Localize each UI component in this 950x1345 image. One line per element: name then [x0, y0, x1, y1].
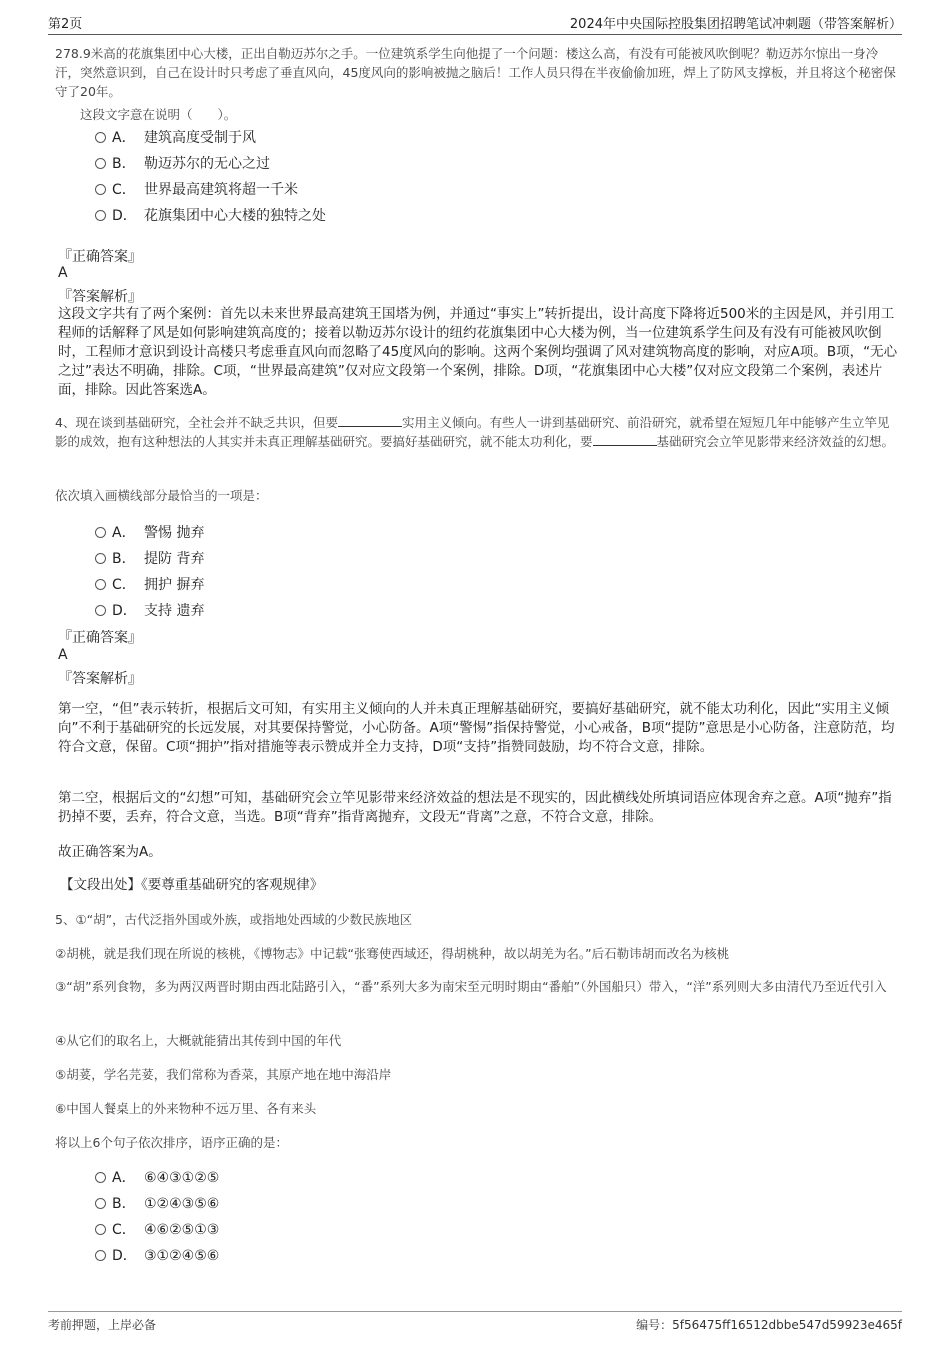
q5-sentence-1: 5、①“胡”，古代泛指外国或外族，或指地处西域的少数民族地区 — [55, 912, 413, 927]
radio-icon[interactable] — [95, 527, 106, 538]
radio-icon[interactable] — [95, 1198, 106, 1209]
document-id: 编号：5f56475ff16512dbbe547d59923e465f — [636, 1318, 902, 1332]
q5-option-d[interactable]: D． ③①②④⑤⑥ — [95, 1245, 219, 1265]
document-title: 2024年中央国际控股集团招聘笔试冲刺题（带答案解析） — [569, 17, 902, 32]
q5-sentence-2: ②胡桃，就是我们现在所说的核桃，《博物志》中记载“张骞使西域还，得胡桃种，故以胡羌为名。”后石勒讳胡而改名为核桃 — [55, 946, 730, 961]
q4-analysis-p3: 故正确答案为A。 — [58, 844, 162, 860]
q3-passage: 278.9米高的花旗集团中心大楼，正出自勒迈苏尔之手。一位建筑系学生向他提了一个问题：楼这么高，有没有可能被风吹倒呢？勒迈苏尔惊出一身冷汗，突然意识到，自己在设计时只考虑了垂直风向，45度风向的影响被抛之脑后！工作人员只得在半夜偷偷加班，焊上了防风支撑板，并且将这个秘密保守了20年。 — [55, 46, 896, 99]
q4-option-a[interactable]: A． 警惕 抛弃 — [95, 522, 204, 542]
q4-option-c[interactable]: C． 拥护 摒弃 — [95, 574, 204, 594]
radio-icon[interactable] — [95, 132, 106, 143]
q3-option-b[interactable]: B． 勒迈苏尔的无心之过 — [95, 153, 270, 173]
q5-sentence-5: ⑤胡荽，学名芫荽，我们常称为香菜，其原产地在地中海沿岸 — [55, 1067, 392, 1082]
fill-blank-1 — [338, 414, 402, 427]
page-number: 第2页 — [48, 17, 83, 32]
q5-stem: 将以上6个句子依次排序，语序正确的是： — [55, 1135, 288, 1150]
q4-analysis-p2: 第二空，根据后文的“幻想”可知，基础研究会立竿见影带来经济效益的想法是不现实的，因此横线处所填词语应体现舍弃之意。A项“抛弃”指扔掉不要，丢弃，符合文意，当选。B项“背弃”指背离抛弃，文段无“背离”之意，不符合文意，排除。 — [58, 790, 892, 825]
q3-option-a[interactable]: A． 建筑高度受制于风 — [95, 127, 256, 147]
q5-sentence-3: ③“胡”系列食物，多为两汉两晋时期由西北陆路引入，“番”系列大多为南宋至元明时期由“番舶”（外国船只）带入，“洋”系列则大多由清代乃至近代引入 — [55, 979, 887, 994]
q5-sentence-6: ⑥中国人餐桌上的外来物种不远万里、各有来头 — [55, 1101, 317, 1116]
q3-answer-label: 『正确答案』 — [58, 249, 142, 265]
q5-option-b[interactable]: B． ①②④③⑤⑥ — [95, 1193, 219, 1213]
radio-icon[interactable] — [95, 1250, 106, 1261]
q3-analysis: 这段文字共有了两个案例：首先以未来世界最高建筑王国塔为例，并通过“事实上”转折提出，设计高度下降将近500米的主因是风，并引用工程师的话解释了风是如何影响建筑高度的；接着以勒迈苏尔设计的纽约花旗集团中心大楼为例，当一位建筑系学生问及有没有可能被风吹倒时，工程师才意识到设计高楼只考虑垂直风向而忽略了45度风向的影响。这两个案例均强调了风对建筑物高度的影响，对应A项。B项，“无心之过”表达不明确，排除。C项，“世界最高建筑”仅对应文段第一个案例，排除。D项，“花旗集团中心大楼”仅对应文段第二个案例，表述片面，排除。因此答案选A。 — [58, 306, 898, 398]
footer-slogan: 考前押题，上岸必备 — [48, 1318, 157, 1332]
q4-source: 【文段出处】《要尊重基础研究的客观规律》 — [60, 877, 324, 893]
q4-analysis-label: 『答案解析』 — [58, 671, 142, 687]
q5-sentence-4: ④从它们的取名上，大概就能猜出其传到中国的年代 — [55, 1033, 342, 1048]
q5-option-c[interactable]: C． ④⑥②⑤①③ — [95, 1219, 219, 1239]
fill-blank-2 — [593, 433, 657, 446]
q4-analysis-p1: 第一空，“但”表示转折，根据后文可知，有实用主义倾向的人并未真正理解基础研究，要搞好基础研究，就不能太功利化，因此“实用主义倾向”不利于基础研究的长远发展，对其要保持警觉，小心防备。A项“警惕”指保持警觉，小心戒备，B项“提防”意思是小心防备，注意防范，均符合文意，保留。C项“拥护”指对措施等表示赞成并全力支持，D项“支持”指赞同鼓励，均不符合文意，排除。 — [58, 701, 895, 755]
q4-option-b[interactable]: B． 提防 背弃 — [95, 548, 204, 568]
page-footer — [48, 1311, 902, 1342]
q4-answer-label: 『正确答案』 — [58, 630, 142, 646]
q3-answer: A — [58, 265, 68, 281]
radio-icon[interactable] — [95, 184, 106, 195]
radio-icon[interactable] — [95, 158, 106, 169]
q3-analysis-label: 『答案解析』 — [58, 289, 142, 305]
radio-icon[interactable] — [95, 210, 106, 221]
radio-icon[interactable] — [95, 553, 106, 564]
q3-stem: 这段文字意在说明（ ）。 — [80, 107, 237, 122]
q4-option-d[interactable]: D． 支持 遗弃 — [95, 600, 204, 620]
q3-option-c[interactable]: C． 世界最高建筑将超一千米 — [95, 179, 298, 199]
q4-text: 4、现在谈到基础研究，全社会并不缺乏共识，但要 实用主义倾向。有些人一讲到基础研究、前沿研究，就希望在短短几年中能够产生立竿见影的成效，抱有这种想法的人其实并未真正理解基础研究。要搞好基础研究，就不能太功利化，要 基础研究会立竿见影带来经济效益的幻想。 — [55, 415, 895, 449]
radio-icon[interactable] — [95, 1172, 106, 1183]
radio-icon[interactable] — [95, 1224, 106, 1235]
q5-option-a[interactable]: A． ⑥④③①②⑤ — [95, 1167, 219, 1187]
radio-icon[interactable] — [95, 579, 106, 590]
page-header — [48, 8, 902, 35]
q4-answer: A — [58, 647, 68, 663]
q3-option-d[interactable]: D． 花旗集团中心大楼的独特之处 — [95, 205, 326, 225]
radio-icon[interactable] — [95, 605, 106, 616]
q4-stem: 依次填入画横线部分最恰当的一项是： — [55, 488, 268, 503]
